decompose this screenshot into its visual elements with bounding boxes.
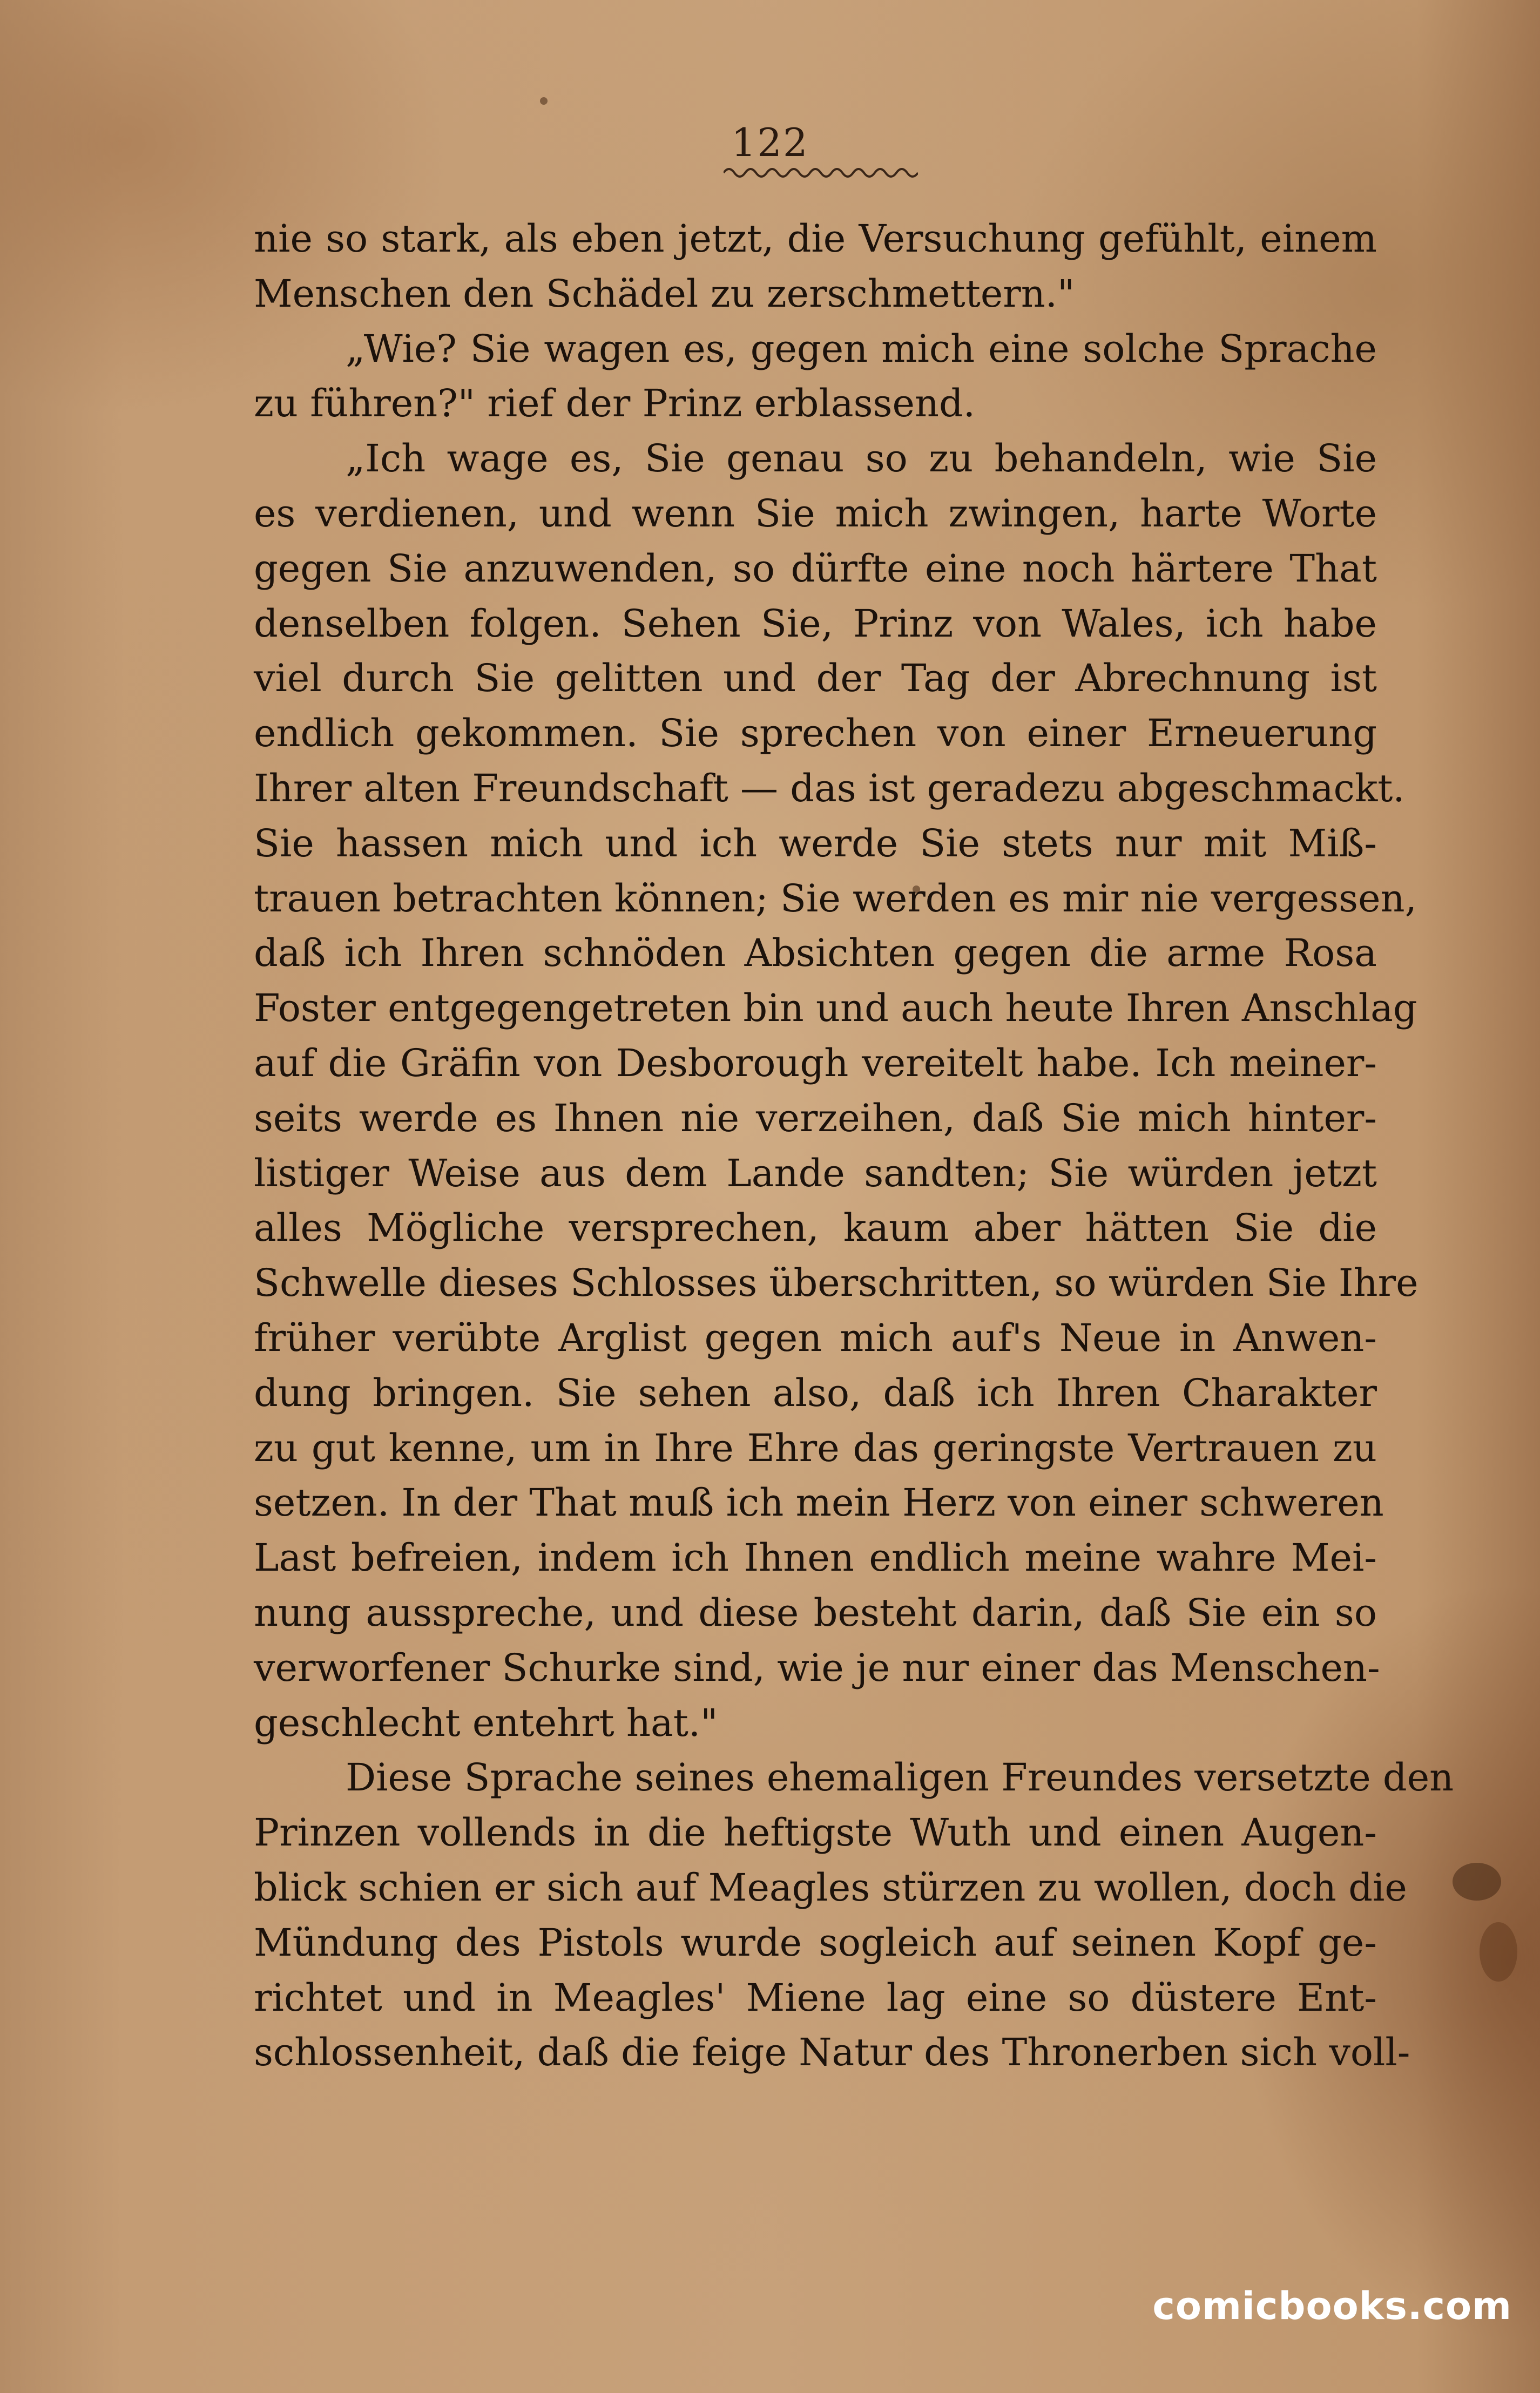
text-line: Menschen den Schädel zu zerschmettern." [254, 271, 1075, 316]
text-line: verworfener Schurke sind, wie je nur einer das Menschen- [254, 1645, 1380, 1690]
text-line: „Ich wage es, Sie genau so zu behandeln, wie Sie [346, 436, 1377, 481]
paper-stain [1480, 1922, 1517, 1982]
text-line: Prinzen vollends in die heftigste Wuth und einen Augen- [254, 1810, 1377, 1855]
text-line: viel durch Sie gelitten und der Tag der Abrechnung ist [254, 656, 1377, 701]
text-line: Schwelle dieses Schlosses überschritten, so würden Sie Ihre [254, 1261, 1419, 1306]
text-line: gegen Sie anzuwenden, so dürfte eine noch härtere That [254, 546, 1377, 591]
text-line: endlich gekommen. Sie sprechen von einer Erneuerung [254, 711, 1377, 756]
text-line: „Wie? Sie wagen es, gegen mich eine solche Sprache [346, 326, 1377, 371]
paper-stain [540, 97, 548, 105]
text-line: dung bringen. Sie sehen also, daß ich Ihren Charakter [254, 1370, 1377, 1415]
text-line: Mündung des Pistols wurde sogleich auf seinen Kopf ge- [254, 1920, 1377, 1965]
text-line: Last befreien, indem ich Ihnen endlich meine wahre Mei- [254, 1536, 1377, 1580]
wavy-rule-ornament [724, 162, 918, 180]
text-line: nie so stark, als eben jetzt, die Versuchung gefühlt, einem [254, 217, 1377, 261]
paper-stain [1453, 1863, 1501, 1901]
text-line: früher verübte Arglist gegen mich auf's Neue in Anwen- [254, 1315, 1377, 1360]
text-line: Diese Sprache seines ehemaligen Freundes versetzte den [346, 1755, 1454, 1800]
text-line: listiger Weise aus dem Lande sandten; Sie würden jetzt [254, 1151, 1377, 1195]
text-line: seits werde es Ihnen nie verzeihen, daß Sie mich hinter- [254, 1096, 1377, 1140]
page-number: 122 [731, 120, 809, 165]
text-line: Sie hassen mich und ich werde Sie stets nur mit Miß- [254, 821, 1377, 866]
text-line: Foster entgegengetreten bin und auch heute Ihren Anschlag [254, 986, 1417, 1031]
body-text [254, 212, 1454, 2080]
text-line: daß ich Ihren schnöden Absichten gegen die arme Rosa [254, 931, 1377, 976]
text-line: es verdienen, und wenn Sie mich zwingen, harte Worte [254, 491, 1377, 536]
text-line: Ihrer alten Freundschaft — das ist geradezu abgeschmackt. [254, 766, 1405, 810]
text-line: schlossenheit, daß die feige Natur des Thronerben sich voll- [254, 2030, 1410, 2075]
text-line: geschlecht entehrt hat." [254, 1700, 718, 1745]
text-line: richtet und in Meagles' Miene lag eine so düstere Ent- [254, 1975, 1377, 2020]
watermark: comicbooks.com [1152, 2284, 1512, 2328]
text-line: nung ausspreche, und diese besteht darin, daß Sie ein so [254, 1590, 1377, 1635]
text-line: trauen betrachten können; Sie werden es mir nie vergessen, [254, 876, 1417, 921]
text-line: blick schien er sich auf Meagles stürzen zu wollen, doch die [254, 1865, 1407, 1910]
text-line: setzen. In der That muß ich mein Herz von einer schweren [254, 1481, 1384, 1525]
text-line: alles Mögliche versprechen, kaum aber hätten Sie die [254, 1206, 1377, 1250]
text-line: denselben folgen. Sehen Sie, Prinz von Wales, ich habe [254, 601, 1377, 646]
text-line: zu führen?" rief der Prinz erblassend. [254, 381, 976, 426]
text-line: zu gut kenne, um in Ihre Ehre das geringste Vertrauen zu [254, 1425, 1377, 1470]
text-line: auf die Gräfin von Desborough vereitelt habe. Ich meiner- [254, 1040, 1377, 1085]
